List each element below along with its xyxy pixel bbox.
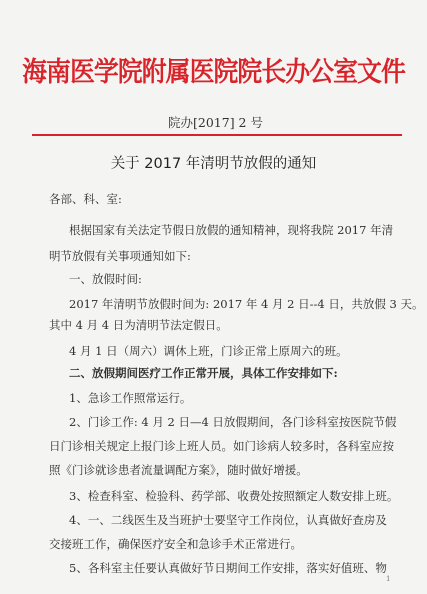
section2-item-3: 3、检查科室、检验科、药学部、收费处按照额定人数安排上班。 bbox=[69, 489, 399, 503]
section2-item-5-line-1: 5、各科室主任要认真做好节日期间工作安排，落实好值班、物 bbox=[69, 561, 387, 575]
intro-line-1: 根据国家有关法定节假日放假的通知精神，现将我院 2017 年清 bbox=[69, 223, 394, 237]
section2-item-4-line-2: 交接班工作，确保医疗安全和急诊手术正常进行。 bbox=[49, 537, 302, 551]
section1-adjusted-workday: 4 月 1 日（周六）调休上班，门诊正常上原周六的班。 bbox=[69, 344, 348, 358]
page-number: 1 bbox=[386, 575, 391, 583]
section1-heading: 一、放假时间: bbox=[69, 272, 142, 286]
section2-item-1: 1、急诊工作照常运行。 bbox=[69, 391, 192, 405]
section2-heading: 二、放假期间医疗工作正常开展，具体工作安排如下: bbox=[69, 366, 338, 380]
notice-title: 关于 2017 年清明节放假的通知 bbox=[110, 156, 317, 172]
red-divider-line bbox=[32, 134, 402, 136]
intro-line-2: 明节放假有关事项通知如下: bbox=[49, 249, 191, 263]
section2-item-2-line-3: 照《门诊就诊患者流量调配方案》，随时做好增援。 bbox=[49, 463, 308, 477]
salutation: 各部、科、室: bbox=[49, 192, 122, 206]
section1-line-2: 其中 4 月 4 日为清明节法定假日。 bbox=[49, 318, 228, 332]
section2-item-2-line-1: 2、门诊工作: 4 月 2 日—4 日放假期间，各门诊科室按医院节假 bbox=[69, 415, 397, 429]
document-number: 院办[2017] 2 号 bbox=[168, 115, 263, 130]
section1-line-1: 2017 年清明节放假时间为: 2017 年 4 月 2 日--4 日，共放假 3 天。 bbox=[69, 297, 424, 311]
section2-item-4-line-1: 4、一、二线医生及当班护士要坚守工作岗位，认真做好查房及 bbox=[69, 513, 387, 527]
document-header-title: 海南医学院附属医院院长办公室文件 bbox=[22, 57, 405, 88]
section2-item-2-line-2: 日门诊相关规定上报门诊上班人员。如门诊病人较多时，各科室应按 bbox=[49, 439, 394, 453]
